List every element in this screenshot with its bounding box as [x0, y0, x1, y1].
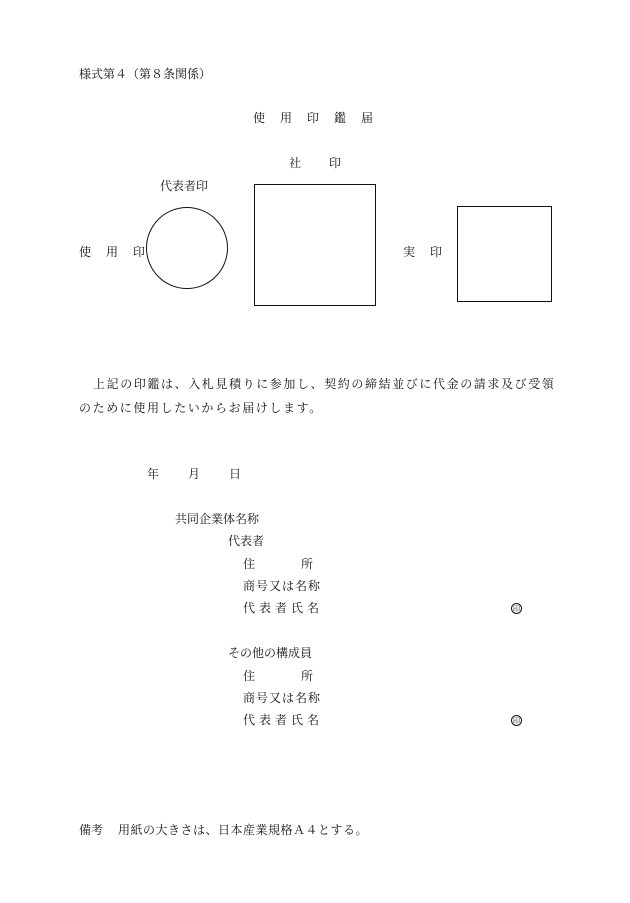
member-address-label: 住所: [243, 669, 360, 683]
member-seal-mark-icon: 印: [513, 717, 520, 725]
date-day: 日: [229, 467, 242, 481]
document-title: 使用印鑑届: [253, 111, 389, 125]
form-reference: 様式第４（第８条関係）: [79, 67, 212, 81]
date-month: 月: [188, 467, 201, 481]
member-name-label: 代表者氏名: [243, 713, 324, 727]
note-label: 備考: [79, 823, 104, 837]
rep-name-label: 代表者氏名: [243, 601, 324, 615]
date-year: 年: [147, 467, 160, 481]
jv-name-label: 共同企業体名称: [175, 512, 260, 526]
rep-heading: 代表者: [228, 534, 265, 548]
member-company-label: 商号又は名称: [243, 691, 322, 705]
rep-company-label: 商号又は名称: [243, 579, 322, 593]
body-line-1: 上記の印鑑は、入札見積りに参加し、契約の締結並びに代金の請求及び受領: [93, 377, 556, 391]
rep-seal-mark-icon: 印: [513, 605, 520, 613]
registered-seal-box: [457, 206, 552, 302]
company-seal-label: 社印: [289, 156, 370, 170]
company-seal-box: [254, 184, 376, 306]
body-line-2: のために使用したいからお届けします。: [79, 401, 323, 415]
representative-seal-label: 代表者印: [160, 179, 209, 193]
used-seal-label: 使用印: [79, 245, 161, 259]
rep-address-label: 住所: [243, 557, 360, 571]
member-heading: その他の構成員: [228, 646, 313, 660]
registered-seal-label: 実印: [403, 245, 458, 259]
note-text: 用紙の大きさは、日本産業規格Ａ４とする。: [118, 823, 369, 837]
